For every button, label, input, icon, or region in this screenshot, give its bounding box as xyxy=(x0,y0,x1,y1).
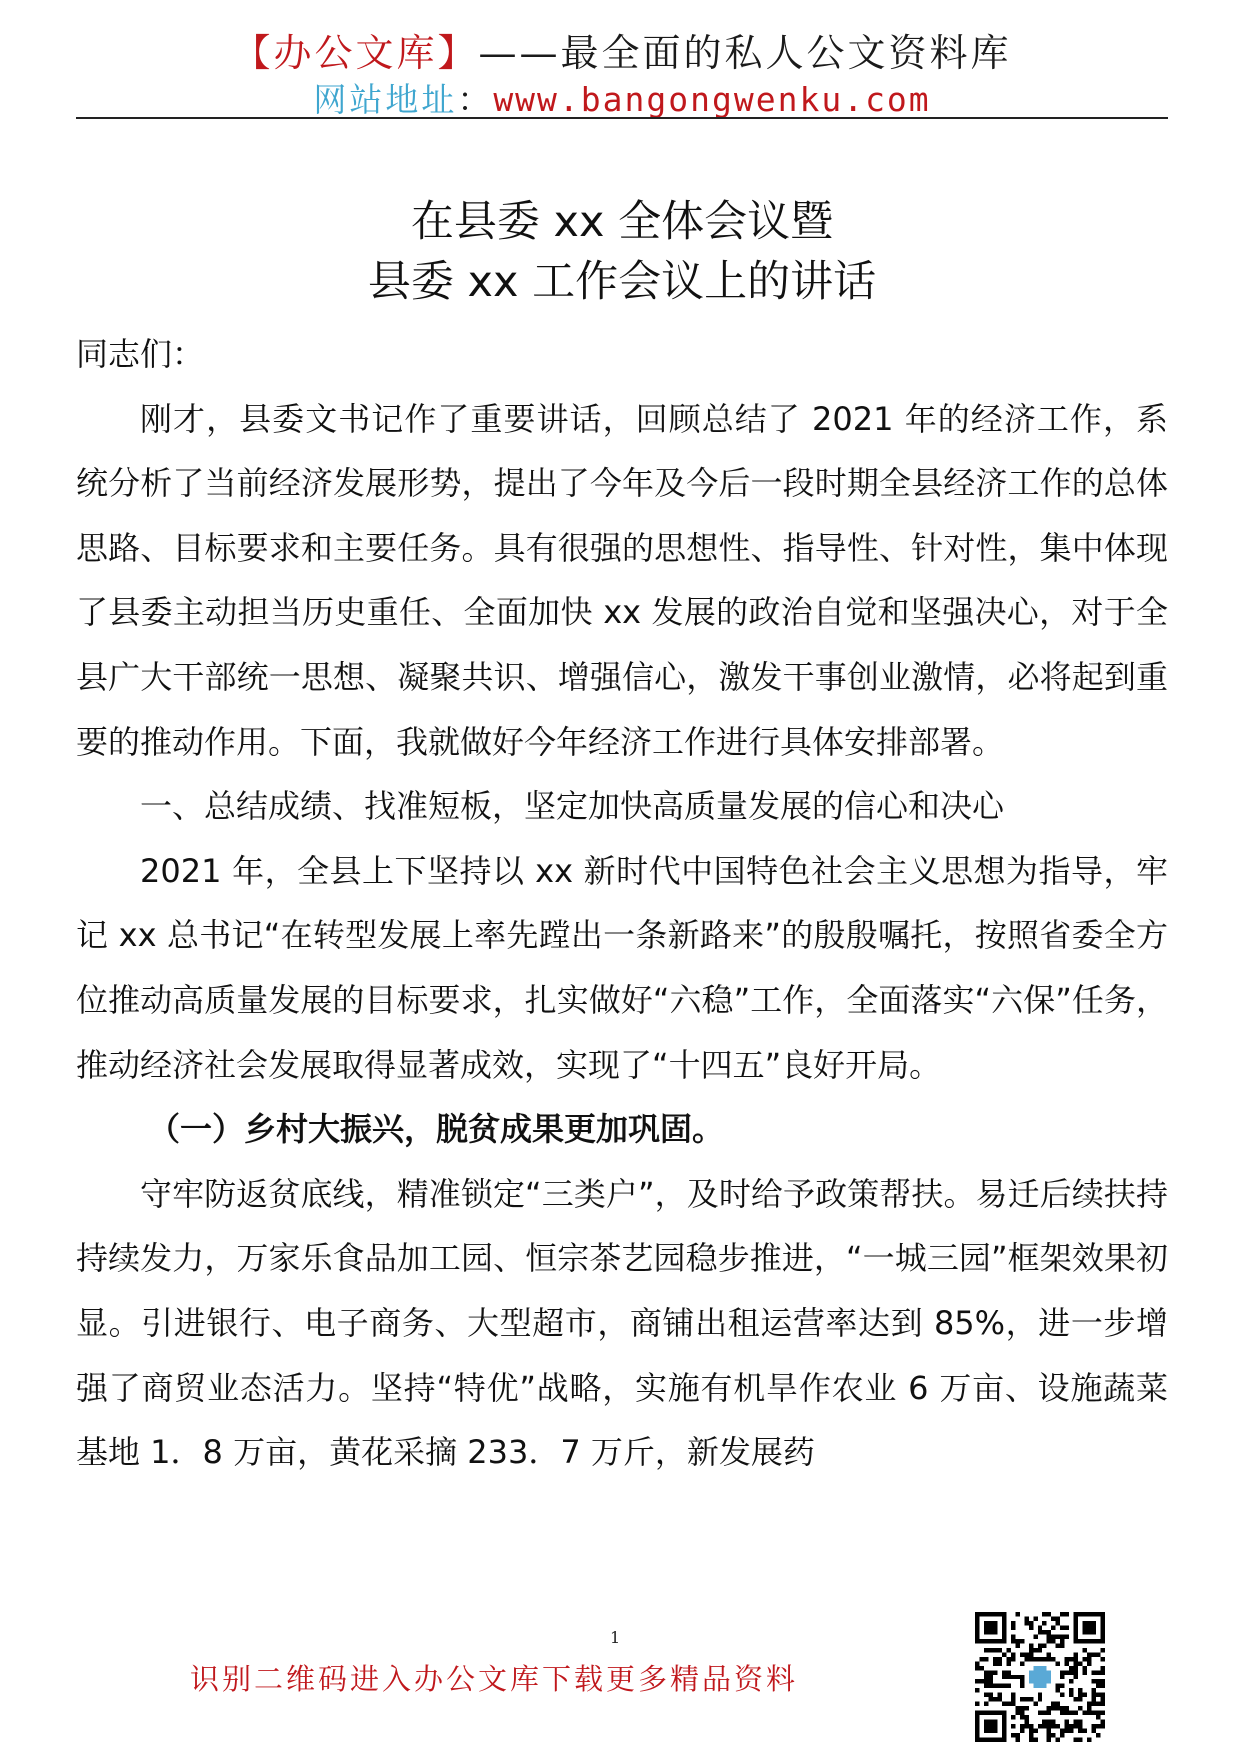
title-line-1: 在县委 xx 全体会议暨 xyxy=(410,197,834,247)
qr-code-icon[interactable] xyxy=(975,1612,1105,1742)
site-address-colon: ： xyxy=(457,80,494,119)
paragraph-intro: 刚才，县委文书记作了重要讲话，回顾总结了 2021 年的经济工作，系统分析了当前经济发展形势，提出了今年及今后一段时期全县经济工作的总体思路、目标要求和主要任务。具有很强的思想性、指导性、针对性，集中体现了县委主动担当历史重任、全面加快 xx 发展的政治自觉和坚强决心，对于全县广大干部统一思想、凝聚共识、增强信心，激发干事创业激情，必将起到重要的推动作用。下面，我就做好今年经济工作进行具体安排部署。 xyxy=(76,399,1168,761)
site-url-link[interactable]: www.bangongwenku.com xyxy=(493,80,931,119)
brand-tagline: ——最全面的私人公文资料库 xyxy=(478,31,1012,75)
site-address-label: 网站地址 xyxy=(313,80,458,119)
site-header xyxy=(76,30,1168,122)
brand-name: 【办公文库】 xyxy=(232,31,479,75)
footer-note: 识别二维码进入办公文库下载更多精品资料 xyxy=(190,1662,799,1696)
title-line-2: 县委 xx 工作会议上的讲话 xyxy=(367,257,877,307)
salutation: 同志们： xyxy=(76,335,205,373)
section-heading-1: 一、总结成绩、找准短板，坚定加快高质量发展的信心和决心 xyxy=(140,787,1005,826)
document-title xyxy=(76,192,1168,312)
document-body xyxy=(76,322,1168,1485)
qr-code-graphic xyxy=(975,1612,1105,1742)
header-banner xyxy=(76,30,1168,76)
paragraph-rural: 守牢防返贫底线，精准锁定“三类户”，及时给予政策帮扶。易迁后续扶持持续发力，万家乐食品加工园、恒宗茶艺园稳步推进，“一城三园”框架效果初显。引进银行、电子商务、大型超市，商铺出租运营率达到 85%，进一步增强了商贸业态活力。坚持“特优”战略，实施有机旱作农业 6 万亩、设施蔬菜基地 1．8 万亩，黄花采摘 233．7 万斤，新发展药 xyxy=(76,1174,1168,1472)
header-divider xyxy=(76,117,1168,119)
subsection-heading-1: （一）乡村大振兴，脱贫成果更加巩固。 xyxy=(148,1110,725,1149)
paragraph-summary: 2021 年，全县上下坚持以 xx 新时代中国特色社会主义思想为指导，牢记 xx 总书记“在转型发展上率先蹚出一条新路来”的殷殷嘱托，按照省委全方位推动高质量发展的目标要求，扎实做好“六稳”工作，全面落实“六保”任务，推动经济社会发展取得显著成效，实现了“十四五”良好开局。 xyxy=(76,851,1168,1084)
page-number: 1 xyxy=(610,1628,621,1647)
site-address xyxy=(76,78,1168,122)
